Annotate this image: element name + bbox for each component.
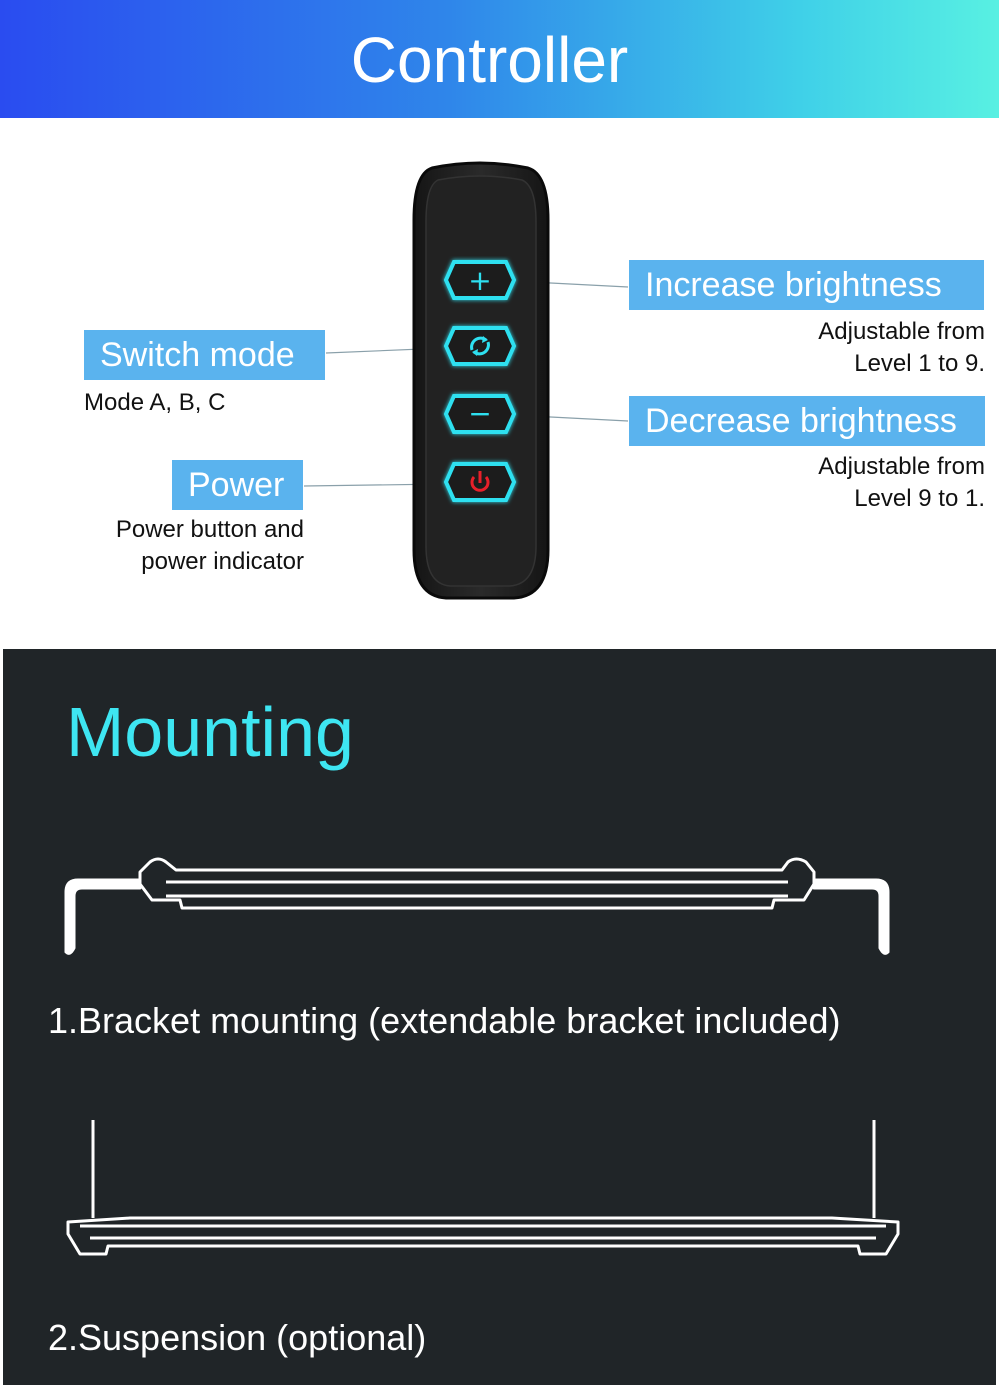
decrease-brightness-button[interactable]	[446, 396, 514, 432]
remote-buttons	[440, 256, 520, 516]
power-label: Power	[172, 460, 303, 510]
increase-brightness-desc: Adjustable from Level 1 to 9.	[818, 318, 985, 377]
decrease-brightness-desc: Adjustable from Level 9 to 1.	[818, 453, 985, 512]
minus-icon: −	[468, 397, 492, 430]
header-banner	[0, 0, 999, 118]
bracket-mounting-caption: 1.Bracket mounting (extendable bracket included)	[48, 1000, 841, 1041]
decrease-brightness-label: Decrease brightness	[629, 396, 985, 446]
plus-icon: +	[468, 264, 492, 297]
suspension-caption: 2.Suspension (optional)	[48, 1317, 427, 1358]
page-title: Controller	[350, 24, 629, 96]
suspension-illustration	[60, 1118, 906, 1260]
increase-brightness-button[interactable]	[446, 262, 514, 298]
power-button[interactable]	[446, 464, 514, 500]
increase-brightness-label: Increase brightness	[629, 260, 984, 310]
switch-mode-label: Switch mode	[84, 330, 325, 380]
power-desc: Power button and power indicator	[115, 516, 304, 575]
switch-mode-desc: Mode A, B, C	[84, 389, 226, 416]
switch-mode-button[interactable]	[446, 328, 514, 364]
mounting-title: Mounting	[66, 693, 354, 771]
bracket-mount-illustration	[56, 852, 898, 960]
